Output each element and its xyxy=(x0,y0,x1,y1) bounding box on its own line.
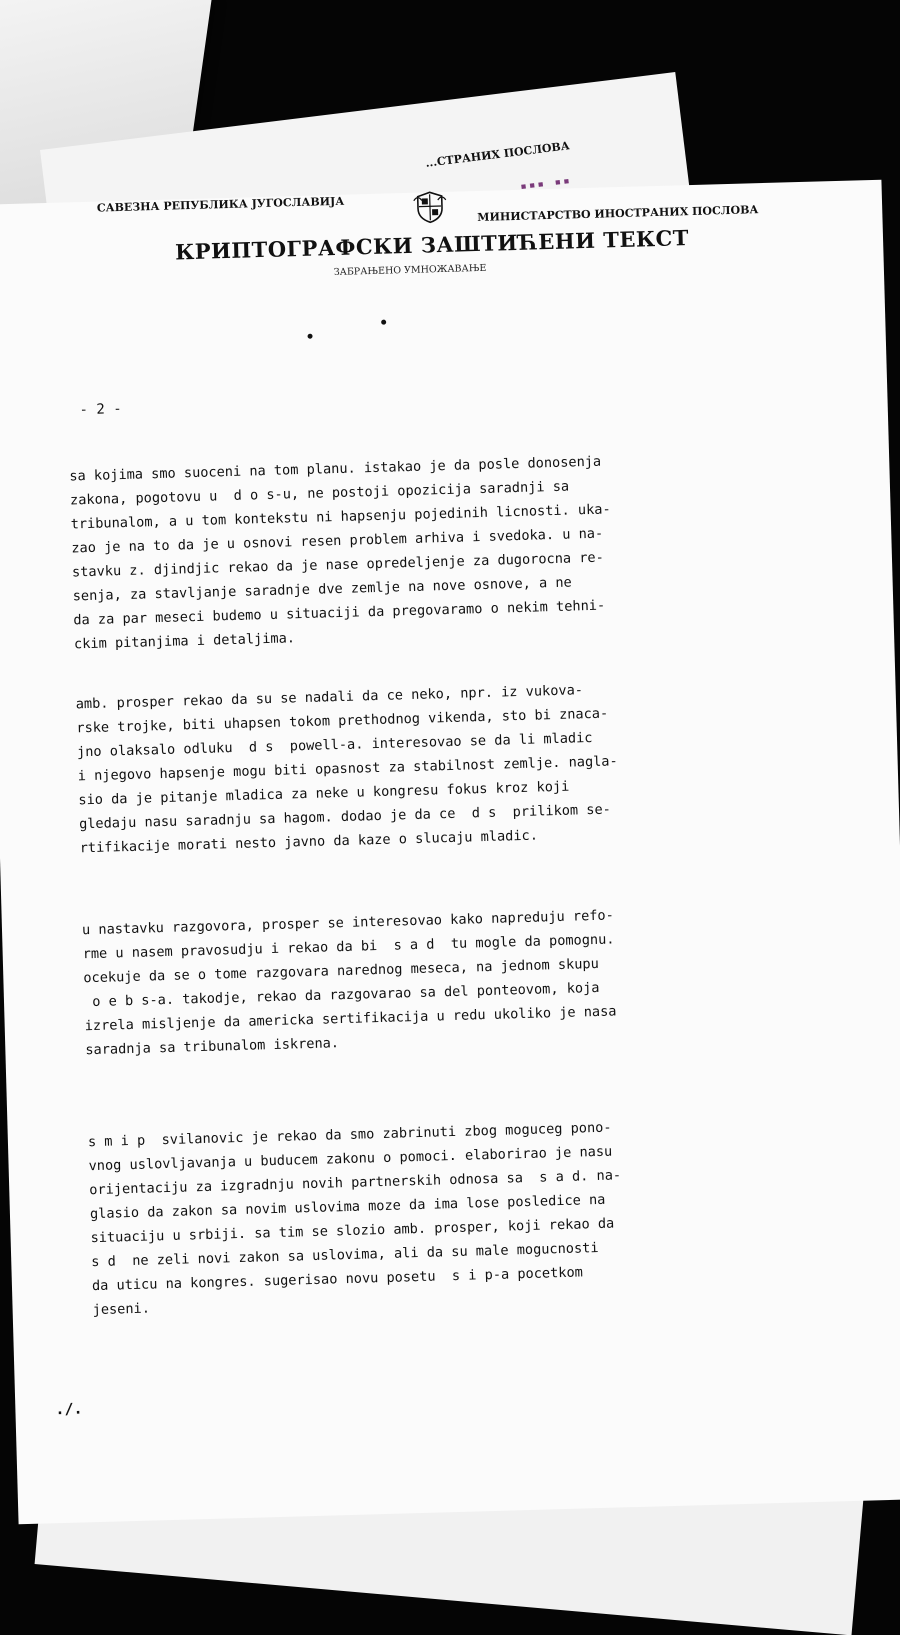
end-mark: ./. xyxy=(55,1399,83,1419)
header-title: КРИПТОГРАФСКИ ЗАШТИЋЕНИ ТЕКСТ xyxy=(174,225,690,265)
punch-dot xyxy=(307,334,312,339)
paragraph-4: s m i p svilanovic je rekao da smo zabrinuti zbog moguceg pono- vnog uslovljavanja u buducem zakonu o pomoci. elaborirao je nasu orijentaciju za izgradnju novih partnerskih odnosa sa s a d. na- glasio da zakon sa novim uslovima moze da ima lose posledice na situaciju u srbiji. sa tim se slozio amb. prosper, koji rekao da s d ne zeli novi zakon sa uslovima, ali da su male mogucnosti da uticu na kongres. sugerisao novu posetu s i p-a pocetkom jeseni. xyxy=(87,1119,622,1319)
paragraph-1: sa kojima smo suoceni na tom planu. istakao je da posle donosenja zakona, pogotovu u d o s-u, ne postoji opozicija saradnji sa tribunalom, a u tom kontekstu ni hapsenju pojedinih licnosti. uka- zao je na to da je u osnovi resen problem arhiva i svedoka. u na- stavku z. djindjic rekao da je nase opredeljenje za dugorocna re- senja, za stavljanje saradnje dve zemlje na nove osnove, a ne da za par meseci budemo u situaciji da pregovaramo o nekim tehni- ckim pitanjima i detaljima. xyxy=(69,453,611,653)
paragraph-3: u nastavku razgovora, prosper se interesovao kako napreduju refo- rme u nasem pravosudju i rekao da bi s a d tu mogle da pomognu. ocekuje da se o tome razgovara narednog meseca, na jednom skupu o e b s-a. takodje, rekao da razgovarao sa del ponteovom, koja izrela misljenje da americka sertifikacija u redu ukoliko je nasa saradnja sa tribunalom iskrena. xyxy=(81,907,617,1059)
page-number: - 2 - xyxy=(79,400,122,419)
header-subtitle: ЗАБРАЊЕНО УМНОЖАВАЊЕ xyxy=(333,262,487,279)
paragraph-2: amb. prosper rekao da su se nadali da ce neko, npr. iz vukova- rske trojke, biti uhapsen tokom prethodnog vikenda, sto bi znaca- jno olaksalo odluku d s powell-a. interesovao se da li mladic i njegovo hapsenje mogu biti opasnost za stabilnost zemlje. nagla- sio da je pitanje mladica za neke u kongresu fokus kroz koji gledaju nasu saradnju sa hagom. dodao je da ce d s prilikom se- rtifikacije morati nesto javno da kaze o slucaju mladic. xyxy=(75,682,618,857)
document-page xyxy=(0,180,900,1525)
back-sheet-stamp: ▪▪▪ ▪▪ xyxy=(519,173,573,193)
header-ministry: МИНИСТАРСТВО ИНОСТРАНИХ ПОСЛОВА xyxy=(477,203,759,224)
back-sheet-ministry: ...СТРАНИХ ПОСЛОВА xyxy=(424,139,571,170)
header-country: САВЕЗНА РЕПУБЛИКА ЈУГОСЛАВИЈА xyxy=(96,194,345,215)
punch-dot xyxy=(381,320,386,325)
coat-of-arms-icon xyxy=(412,190,449,225)
